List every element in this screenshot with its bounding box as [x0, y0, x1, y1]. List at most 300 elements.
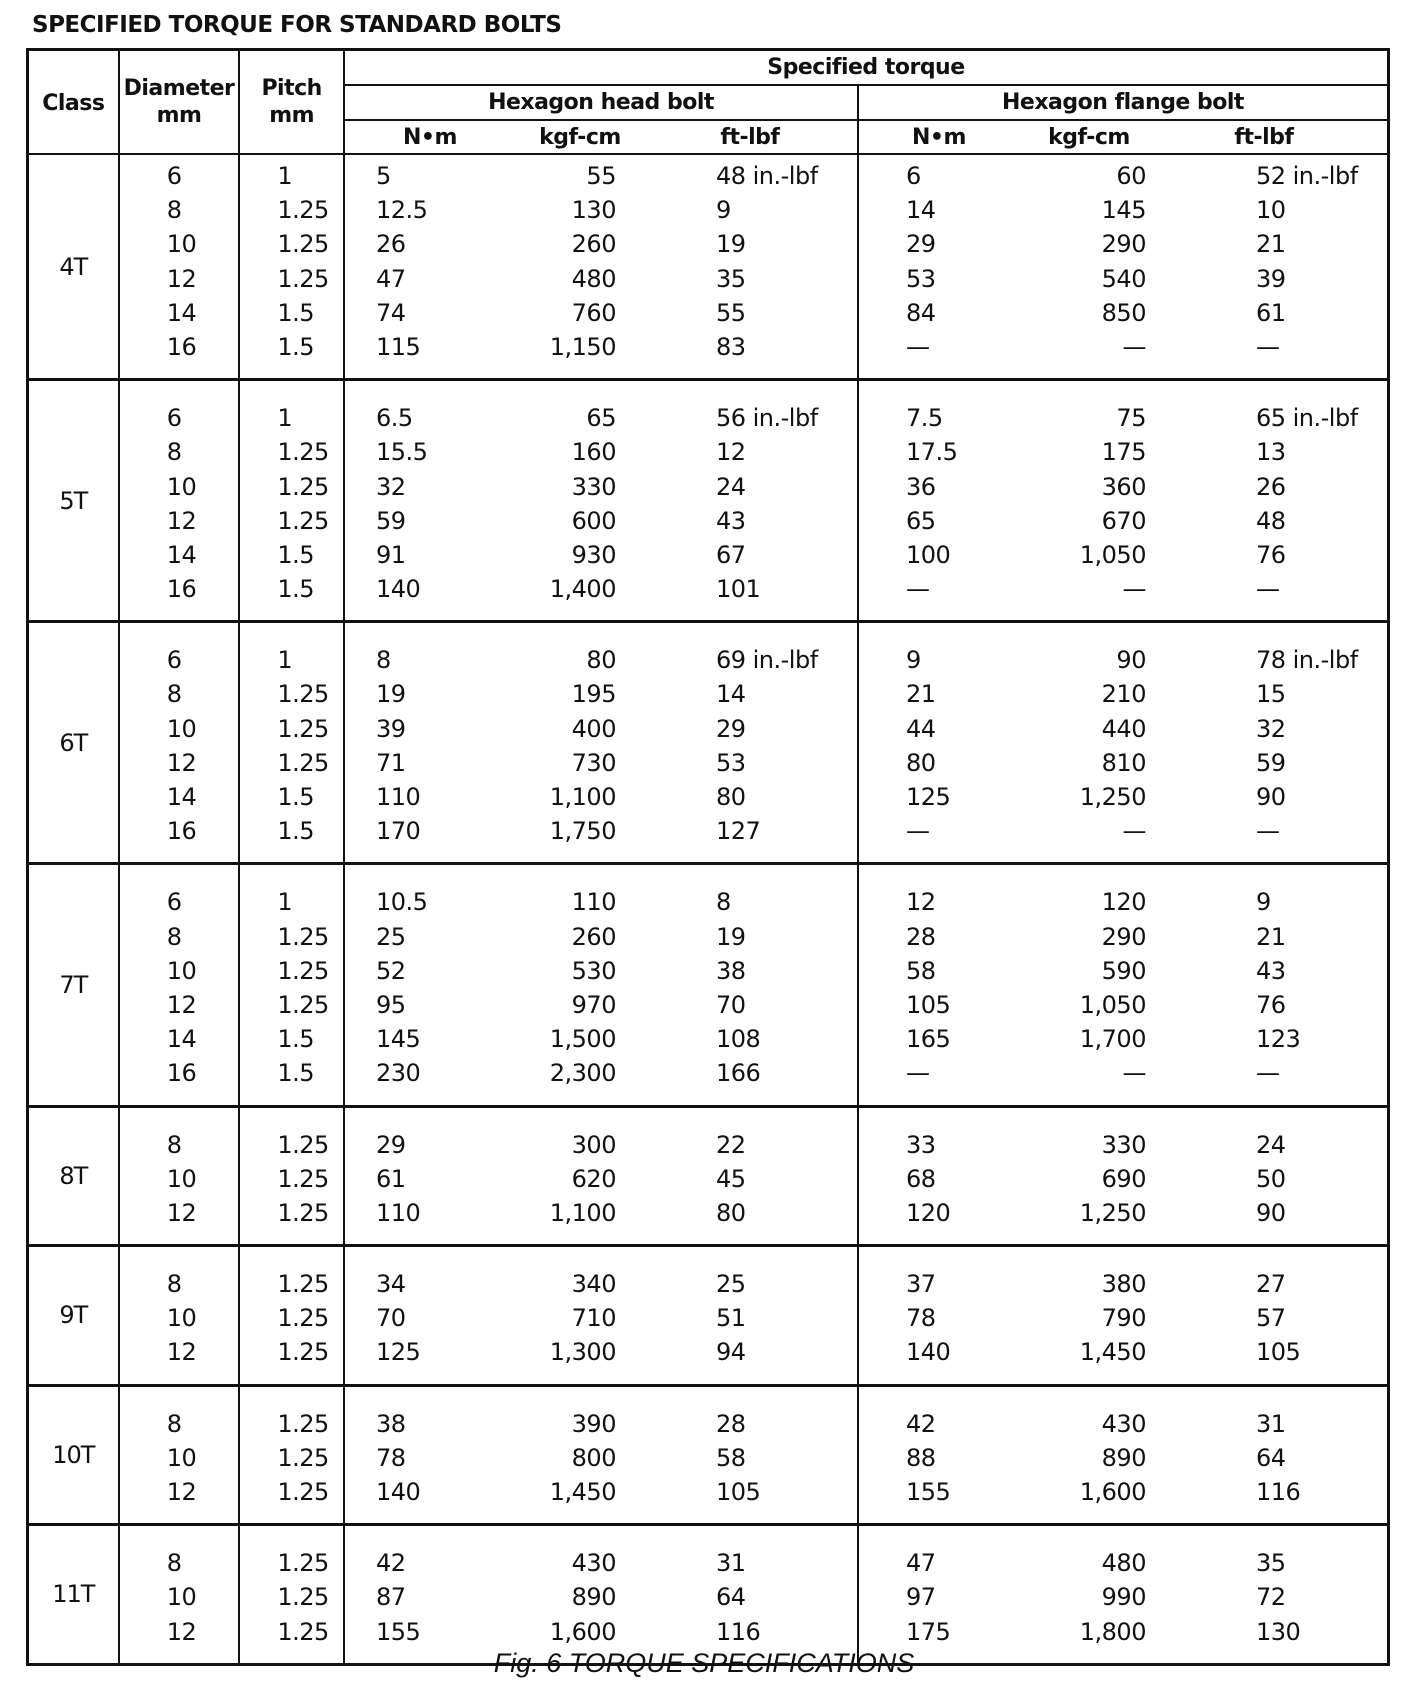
hex-kgf-value: 710: [571, 1304, 616, 1333]
hex-nm-value: 39: [375, 714, 406, 743]
flange-nm-value: 53: [905, 264, 936, 293]
diameter-column: [121, 401, 197, 606]
hex-head-cell: [344, 864, 858, 1106]
pitch-value: 1.25: [277, 506, 329, 535]
diameter-value: 14: [166, 540, 197, 569]
class-group-row: [28, 622, 1389, 864]
diameter-value: 10: [166, 714, 197, 743]
hex-kgf-value: 1,100: [549, 1198, 616, 1227]
flange-kgf-value: 790: [1101, 1304, 1146, 1333]
diameter-cell: [119, 1246, 240, 1386]
pitch-value: 1.25: [277, 1583, 329, 1612]
hex-nm-value: 95: [375, 990, 406, 1019]
flange-nm-column: [860, 1128, 1006, 1231]
hex-flange-cell: [858, 1246, 1389, 1386]
flange-kgf-value: 1,050: [1079, 990, 1146, 1019]
hex-nm-value: 140: [375, 1478, 421, 1506]
hex-ftlbf-value: 69 in.-lbf: [715, 646, 818, 675]
hex-nm-column: [346, 885, 496, 1090]
hex-kgf-column: [496, 401, 616, 606]
flange-nm-value: 100: [905, 540, 951, 569]
hex-flange-cell: [858, 380, 1389, 622]
hex-kgf-column: [496, 1128, 616, 1231]
hex-nm-value: 145: [375, 1025, 421, 1054]
hex-head-cell: [344, 1106, 858, 1246]
class-cell: 4T: [28, 154, 119, 380]
hex-nm-value: 52: [375, 956, 406, 985]
flange-nm-value: 65: [905, 506, 936, 535]
flange-kgf-column: [1006, 1267, 1146, 1370]
hex-ftlbf-value: 22: [715, 1130, 746, 1159]
diameter-cell: [119, 1525, 240, 1665]
flange-ftlbf-value: —: [1255, 817, 1280, 846]
hex-ftlbf-value: 127: [715, 817, 761, 846]
pitch-value: 1.25: [277, 1270, 329, 1299]
diameter-cell: [119, 380, 240, 622]
hex-ftlbf-value: 70: [715, 990, 746, 1019]
flange-kgf-value: 850: [1101, 298, 1146, 327]
flange-kgf-value: —: [1122, 1059, 1146, 1088]
pitch-value: 1.25: [277, 1443, 329, 1472]
flange-nm-column: [860, 401, 1006, 606]
flange-ftlbf-value: 105: [1255, 1338, 1301, 1367]
flange-kgf-value: 1,450: [1079, 1338, 1146, 1367]
diameter-column: [121, 1128, 197, 1231]
pitch-value: 1.5: [277, 332, 314, 361]
hex-ftlbf-value: 108: [715, 1025, 761, 1054]
hex-ftlbf-value: 51: [715, 1304, 746, 1333]
diameter-value: 8: [166, 438, 182, 467]
flange-kgf-value: 1,250: [1079, 1198, 1146, 1227]
flange-nm-value: 84: [905, 298, 936, 327]
hex-nm-value: 29: [375, 1130, 406, 1159]
flange-kgf-value: 330: [1101, 1130, 1146, 1159]
hex-ftlbf-value: 28: [715, 1409, 746, 1438]
flange-nm-value: 17.5: [905, 438, 958, 467]
flange-ftlbf-value: 26: [1255, 472, 1286, 501]
flange-kgf-value: 430: [1101, 1409, 1146, 1438]
pitch-value: 1.25: [277, 1409, 329, 1438]
diameter-value: 12: [166, 1617, 197, 1646]
hex-ftlbf-value: 43: [715, 506, 746, 535]
diameter-value: 8: [166, 1409, 182, 1438]
hex-nm-value: 78: [375, 1443, 406, 1472]
flange-ftlbf-value: 52 in.-lbf: [1255, 162, 1358, 190]
flange-ftlbf-value: 130: [1255, 1617, 1301, 1646]
hex-flange-cell: [858, 1385, 1389, 1525]
hex-nm-value: 47: [375, 264, 406, 293]
hex-kgf-column: [496, 643, 616, 848]
hex-kgf-value: 970: [571, 990, 616, 1019]
hex-flange-cell: [858, 1106, 1389, 1246]
flange-units: [858, 120, 1389, 154]
class-group-row: [28, 1246, 1389, 1386]
flange-nm-column: [860, 1267, 1006, 1370]
diameter-value: 6: [166, 888, 182, 917]
pitch-column: [241, 159, 328, 364]
pitch-value: 1.25: [277, 1304, 329, 1333]
flange-ftlbf-column: [1146, 1407, 1386, 1510]
hex-nm-value: 12.5: [375, 196, 428, 225]
flange-ftlbf-column: [1146, 885, 1386, 1090]
hex-nm-value: 32: [375, 472, 406, 501]
hex-nm-value: 115: [375, 332, 421, 361]
flange-nm-column: [860, 1407, 1006, 1510]
diameter-value: 14: [166, 298, 197, 327]
diameter-value: 16: [166, 575, 197, 604]
flange-nm-value: —: [905, 817, 930, 846]
hex-nm-value: 38: [375, 1409, 406, 1438]
flange-ftlbf-value: 123: [1255, 1025, 1301, 1054]
pitch-cell: [239, 1246, 344, 1386]
hex-head-cell: [344, 1246, 858, 1386]
flange-nm-value: 28: [905, 922, 936, 951]
hex-flange-cell: [858, 154, 1389, 380]
flange-kgf-column: [1006, 1546, 1146, 1649]
hex-nm-value: 59: [375, 506, 406, 535]
pitch-cell: [239, 1106, 344, 1246]
flange-ftlbf-value: 10: [1255, 196, 1286, 225]
flange-ftlbf-value: —: [1255, 1059, 1280, 1088]
hex-head-bolt-header: Hexagon head bolt: [344, 85, 858, 120]
hex-ftlbf-column: [616, 1267, 856, 1370]
hex-ftlbf-value: 19: [715, 230, 746, 259]
flange-ftlbf-value: 78 in.-lbf: [1255, 646, 1358, 675]
diameter-header: [119, 50, 240, 155]
flange-ftlbf-value: 9: [1255, 888, 1271, 917]
flange-nm-value: 7.5: [905, 404, 943, 433]
hex-kgf-value: 110: [571, 888, 616, 917]
pitch-cell: [239, 380, 344, 622]
hex-kgf-value: 1,300: [549, 1338, 616, 1367]
flange-nm-value: 36: [905, 472, 936, 501]
hex-nm-value: 15.5: [375, 438, 428, 467]
flange-nm-column: [860, 643, 1006, 848]
pitch-value: 1.5: [277, 575, 314, 604]
hex-kgf-value: 390: [571, 1409, 616, 1438]
hex-ftlbf-header: ft-lbf: [720, 124, 780, 150]
diameter-header-label: Diameter: [123, 76, 235, 101]
hex-head-units: [344, 120, 858, 154]
hex-kgf-value: 300: [571, 1130, 616, 1159]
hex-nm-value: 110: [375, 783, 421, 811]
flange-nm-value: 105: [905, 990, 951, 1019]
flange-nm-value: 80: [905, 748, 936, 777]
pitch-column: [241, 1128, 328, 1231]
flange-kgf-value: 1,600: [1079, 1478, 1146, 1506]
hex-kgf-value: 430: [571, 1549, 616, 1578]
hex-nm-value: 155: [375, 1617, 421, 1646]
diameter-value: 6: [166, 162, 182, 190]
flange-nm-value: 120: [905, 1198, 951, 1227]
hex-kgf-column: [496, 1267, 616, 1370]
flange-kgf-value: 1,250: [1079, 783, 1146, 811]
hex-kgf-value: 800: [571, 1443, 616, 1472]
flange-ftlbf-value: 72: [1255, 1583, 1286, 1612]
hex-nm-value: 61: [375, 1164, 406, 1193]
hex-kgf-header: kgf-cm: [539, 124, 621, 150]
class-cell: 5T: [28, 380, 119, 622]
hex-nm-value: 140: [375, 575, 421, 604]
hex-nm-value: 91: [375, 540, 406, 569]
diameter-value: 10: [166, 1443, 197, 1472]
pitch-column: [241, 885, 328, 1090]
pitch-value: 1.25: [277, 1617, 329, 1646]
flange-ftlbf-value: 90: [1255, 1198, 1286, 1227]
class-cell: 6T: [28, 622, 119, 864]
pitch-value: 1.25: [277, 922, 329, 951]
hex-ftlbf-value: 58: [715, 1443, 746, 1472]
flange-nm-value: 42: [905, 1409, 936, 1438]
hex-kgf-value: 400: [571, 714, 616, 743]
hex-kgf-value: 195: [571, 680, 616, 709]
hex-ftlbf-value: 67: [715, 540, 746, 569]
hex-kgf-value: 1,150: [549, 332, 616, 361]
pitch-value: 1.25: [277, 472, 329, 501]
flange-ftlbf-value: 59: [1255, 748, 1286, 777]
flange-ftlbf-header: ft-lbf: [1234, 124, 1294, 150]
class-group-row: [28, 154, 1389, 380]
hex-ftlbf-column: [616, 885, 856, 1090]
diameter-value: 6: [166, 646, 182, 675]
diameter-value: 10: [166, 472, 197, 501]
flange-ftlbf-column: [1146, 1128, 1386, 1231]
hex-kgf-value: 260: [571, 230, 616, 259]
flange-kgf-value: 75: [1116, 404, 1146, 433]
hex-nm-column: [346, 1267, 496, 1370]
flange-ftlbf-value: 21: [1255, 922, 1286, 951]
hex-nm-value: 170: [375, 817, 421, 846]
flange-kgf-value: 590: [1101, 956, 1146, 985]
diameter-value: 10: [166, 1304, 197, 1333]
pitch-value: 1.25: [277, 680, 329, 709]
flange-kgf-value: —: [1122, 332, 1146, 361]
flange-kgf-value: 440: [1101, 714, 1146, 743]
flange-ftlbf-value: —: [1255, 332, 1280, 361]
flange-nm-value: —: [905, 332, 930, 361]
hex-nm-value: 26: [375, 230, 406, 259]
pitch-column: [241, 1267, 328, 1370]
hex-ftlbf-value: 19: [715, 922, 746, 951]
hex-kgf-value: 65: [586, 404, 616, 433]
diameter-column: [121, 1407, 197, 1510]
flange-ftlbf-column: [1146, 1267, 1386, 1370]
diameter-value: 10: [166, 230, 197, 259]
flange-kgf-value: 380: [1101, 1270, 1146, 1299]
pitch-value: 1.25: [277, 264, 329, 293]
flange-nm-column: [860, 885, 1006, 1090]
flange-kgf-value: 120: [1101, 888, 1146, 917]
flange-ftlbf-value: 32: [1255, 714, 1286, 743]
hex-head-cell: [344, 154, 858, 380]
flange-kgf-value: 175: [1101, 438, 1146, 467]
flange-kgf-value: 810: [1101, 748, 1146, 777]
pitch-value: 1.25: [277, 714, 329, 743]
flange-ftlbf-column: [1146, 159, 1386, 364]
flange-kgf-value: —: [1122, 575, 1146, 604]
hex-kgf-value: 1,400: [549, 575, 616, 604]
pitch-value: 1.25: [277, 1130, 329, 1159]
flange-kgf-column: [1006, 1128, 1146, 1231]
hex-kgf-value: 1,600: [549, 1617, 616, 1646]
flange-ftlbf-column: [1146, 401, 1386, 606]
hex-ftlbf-value: 80: [715, 1198, 746, 1227]
flange-nm-value: 68: [905, 1164, 936, 1193]
hex-ftlbf-value: 83: [715, 332, 746, 361]
hex-ftlbf-value: 105: [715, 1478, 761, 1506]
hex-flange-cell: [858, 1525, 1389, 1665]
hex-kgf-value: 340: [571, 1270, 616, 1299]
flange-ftlbf-column: [1146, 643, 1386, 848]
hex-kgf-column: [496, 1407, 616, 1510]
pitch-cell: [239, 154, 344, 380]
hex-kgf-value: 730: [571, 748, 616, 777]
pitch-header: [239, 50, 344, 155]
flange-nm-value: 6: [905, 162, 921, 190]
pitch-value: 1.25: [277, 1164, 329, 1193]
hex-nm-column: [346, 159, 496, 364]
hex-kgf-value: 2,300: [549, 1059, 616, 1088]
flange-kgf-column: [1006, 1407, 1146, 1510]
diameter-value: 14: [166, 783, 197, 811]
diameter-value: 10: [166, 1583, 197, 1612]
class-group-row: [28, 380, 1389, 622]
hex-ftlbf-value: 45: [715, 1164, 746, 1193]
hex-ftlbf-column: [616, 643, 856, 848]
hex-nm-value: 70: [375, 1304, 406, 1333]
hex-nm-value: 6.5: [375, 404, 413, 433]
hex-nm-value: 74: [375, 298, 406, 327]
pitch-column: [241, 1407, 328, 1510]
flange-ftlbf-value: 90: [1255, 783, 1286, 811]
hex-nm-header: N•m: [403, 124, 457, 150]
hex-nm-column: [346, 643, 496, 848]
hex-nm-value: 5: [375, 162, 391, 190]
hex-ftlbf-value: 12: [715, 438, 746, 467]
pitch-value: 1.25: [277, 956, 329, 985]
diameter-column: [121, 1267, 197, 1370]
pitch-value: 1.5: [277, 783, 314, 811]
specified-torque-header: Specified torque: [344, 50, 1389, 86]
diameter-value: 8: [166, 1130, 182, 1159]
flange-kgf-value: 540: [1101, 264, 1146, 293]
flange-kgf-header: kgf-cm: [1048, 124, 1130, 150]
hex-kgf-value: 130: [571, 196, 616, 225]
hex-nm-value: 71: [375, 748, 406, 777]
hex-ftlbf-value: 64: [715, 1583, 746, 1612]
pitch-value: 1: [277, 404, 293, 433]
class-cell: 9T: [28, 1246, 119, 1386]
hex-head-cell: [344, 1385, 858, 1525]
pitch-value: 1.25: [277, 748, 329, 777]
flange-nm-value: 125: [905, 783, 951, 811]
pitch-value: 1.25: [277, 196, 329, 225]
hex-ftlbf-value: 29: [715, 714, 746, 743]
hex-kgf-value: 480: [571, 264, 616, 293]
hex-kgf-value: 330: [571, 472, 616, 501]
document-title: SPECIFIED TORQUE FOR STANDARD BOLTS: [32, 12, 562, 38]
hex-nm-value: 10.5: [375, 888, 428, 917]
hex-ftlbf-column: [616, 1407, 856, 1510]
flange-nm-value: 21: [905, 680, 936, 709]
hex-ftlbf-value: 14: [715, 680, 746, 709]
hex-ftlbf-value: 38: [715, 956, 746, 985]
pitch-value: 1.25: [277, 438, 329, 467]
diameter-value: 8: [166, 680, 182, 709]
flange-kgf-value: 1,800: [1079, 1617, 1146, 1646]
flange-kgf-value: 290: [1101, 922, 1146, 951]
flange-ftlbf-value: 31: [1255, 1409, 1286, 1438]
flange-kgf-column: [1006, 159, 1146, 364]
class-cell: 11T: [28, 1525, 119, 1665]
hex-kgf-value: 1,750: [549, 817, 616, 846]
flange-ftlbf-value: 13: [1255, 438, 1286, 467]
hex-flange-bolt-header: Hexagon flange bolt: [858, 85, 1389, 120]
flange-kgf-value: 690: [1101, 1164, 1146, 1193]
flange-nm-value: 58: [905, 956, 936, 985]
diameter-value: 12: [166, 1338, 197, 1367]
pitch-value: 1.5: [277, 298, 314, 327]
flange-nm-header: N•m: [912, 124, 966, 150]
hex-head-cell: [344, 1525, 858, 1665]
diameter-value: 12: [166, 1198, 197, 1227]
flange-ftlbf-value: 27: [1255, 1270, 1286, 1299]
hex-head-cell: [344, 622, 858, 864]
class-header-label: Class: [42, 91, 105, 116]
diameter-column: [121, 1546, 197, 1649]
flange-ftlbf-value: —: [1255, 575, 1280, 604]
hex-ftlbf-value: 166: [715, 1059, 761, 1088]
flange-kgf-value: 90: [1116, 646, 1146, 675]
hex-nm-column: [346, 401, 496, 606]
hex-ftlbf-value: 94: [715, 1338, 746, 1367]
class-group-row: [28, 864, 1389, 1106]
hex-kgf-value: 55: [586, 162, 616, 190]
hex-kgf-value: 1,500: [549, 1025, 616, 1054]
flange-kgf-column: [1006, 643, 1146, 848]
diameter-column: [121, 885, 197, 1090]
hex-ftlbf-value: 8: [715, 888, 731, 917]
pitch-value: 1.5: [277, 1025, 314, 1054]
flange-ftlbf-value: 116: [1255, 1478, 1301, 1506]
hex-ftlbf-value: 31: [715, 1549, 746, 1578]
pitch-value: 1.25: [277, 230, 329, 259]
pitch-value: 1.5: [277, 1059, 314, 1088]
flange-ftlbf-value: 15: [1255, 680, 1286, 709]
hex-ftlbf-column: [616, 1128, 856, 1231]
hex-ftlbf-value: 80: [715, 783, 746, 811]
flange-kgf-value: 1,700: [1079, 1025, 1146, 1054]
flange-nm-value: 175: [905, 1617, 951, 1646]
hex-kgf-value: 160: [571, 438, 616, 467]
flange-nm-column: [860, 159, 1006, 364]
hex-nm-value: 25: [375, 922, 406, 951]
torque-table-body: [28, 154, 1389, 1664]
pitch-cell: [239, 1525, 344, 1665]
hex-ftlbf-value: 25: [715, 1270, 746, 1299]
diameter-value: 10: [166, 956, 197, 985]
hex-ftlbf-value: 53: [715, 748, 746, 777]
flange-nm-value: 165: [905, 1025, 951, 1054]
hex-ftlbf-column: [616, 1546, 856, 1649]
hex-nm-value: 34: [375, 1270, 406, 1299]
diameter-value: 12: [166, 506, 197, 535]
class-cell: 8T: [28, 1106, 119, 1246]
diameter-value: 12: [166, 264, 197, 293]
hex-nm-column: [346, 1128, 496, 1231]
flange-nm-value: 29: [905, 230, 936, 259]
pitch-column: [241, 401, 328, 606]
